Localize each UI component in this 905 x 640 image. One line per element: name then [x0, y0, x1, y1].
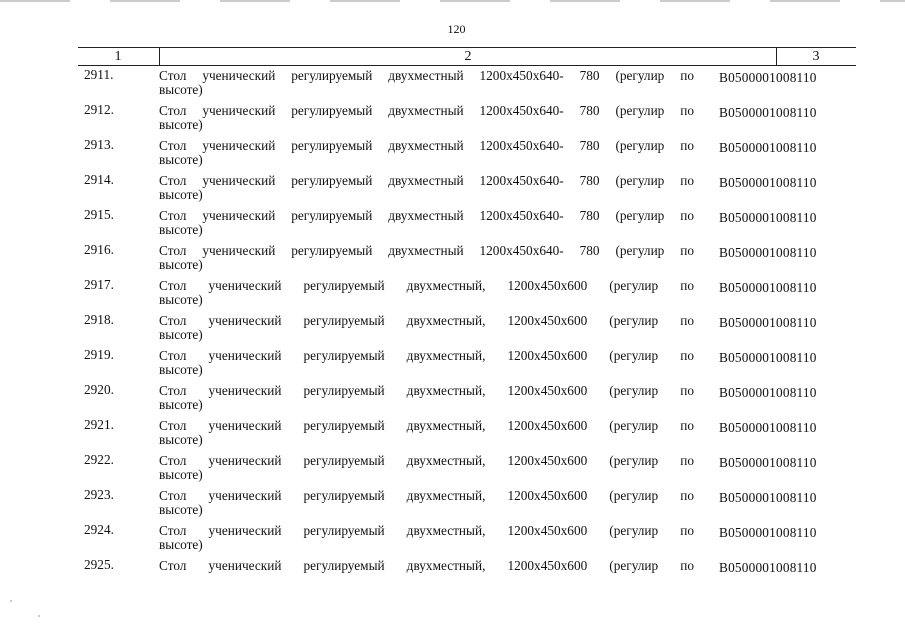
table-row — [78, 311, 856, 346]
item-description — [159, 69, 694, 97]
description-line-1: Стол ученический регулируемый двухместный, 1200х450х600 (регулир по — [159, 523, 694, 538]
item-description — [159, 454, 694, 482]
item-description — [159, 139, 694, 167]
description-line-1: Стол ученический регулируемый двухместный, 1200х450х600 (регулир по — [159, 313, 694, 328]
item-code: В0500001008110 — [719, 525, 817, 540]
item-description — [159, 209, 694, 237]
table-row — [78, 241, 856, 276]
item-code: В0500001008110 — [719, 140, 817, 155]
column-header-3: 3 — [812, 49, 820, 64]
table-row — [78, 66, 856, 101]
row-number: 2915. — [84, 207, 114, 222]
items-table — [78, 47, 856, 591]
row-number: 2912. — [84, 102, 114, 117]
row-number: 2911. — [84, 67, 114, 82]
column-header-1: 1 — [114, 49, 122, 64]
item-code: В0500001008110 — [719, 315, 817, 330]
table-row — [78, 486, 856, 521]
item-description — [159, 314, 694, 342]
item-description — [159, 384, 694, 412]
item-code: В0500001008110 — [719, 560, 817, 575]
row-number: 2917. — [84, 277, 114, 292]
description-line-1: Стол ученический регулируемый двухместный, 1200х450х600 (регулир по — [159, 418, 694, 433]
description-line-2: высоте) — [159, 257, 203, 272]
description-line-1: Стол ученический регулируемый двухместный 1200х450х640- 780 (регулир по — [159, 68, 694, 83]
description-line-1: Стол ученический регулируемый двухместный 1200х450х640- 780 (регулир по — [159, 208, 694, 223]
description-line-2: высоте) — [159, 187, 203, 202]
description-line-1: Стол ученический регулируемый двухместный, 1200х450х600 (регулир по — [159, 278, 694, 293]
table-row — [78, 171, 856, 206]
item-code: В0500001008110 — [719, 455, 817, 470]
table-row — [78, 346, 856, 381]
item-description — [159, 489, 694, 517]
row-number: 2914. — [84, 172, 114, 187]
description-line-1: Стол ученический регулируемый двухместный, 1200х450х600 (регулир по — [159, 453, 694, 468]
description-line-2: высоте) — [159, 432, 203, 447]
item-description — [159, 174, 694, 202]
row-number: 2918. — [84, 312, 114, 327]
row-number: 2925. — [84, 557, 114, 572]
row-number: 2922. — [84, 452, 114, 467]
item-code: В0500001008110 — [719, 105, 817, 120]
table-row — [78, 276, 856, 311]
row-number: 2924. — [84, 522, 114, 537]
item-description — [159, 244, 694, 272]
description-line-2: высоте) — [159, 82, 203, 97]
description-line-2: высоте) — [159, 222, 203, 237]
table-row — [78, 521, 856, 556]
table-row — [78, 136, 856, 171]
item-description — [159, 349, 694, 377]
item-code: В0500001008110 — [719, 245, 817, 260]
description-line-2: высоте) — [159, 117, 203, 132]
scan-top-edge — [0, 0, 905, 3]
description-line-2: высоте) — [159, 397, 203, 412]
table-row — [78, 206, 856, 241]
column-header-2: 2 — [159, 48, 777, 65]
item-description — [159, 104, 694, 132]
table-header-row — [78, 47, 856, 66]
table-row — [78, 416, 856, 451]
description-line-2: высоте) — [159, 362, 203, 377]
description-line-2: высоте) — [159, 327, 203, 342]
description-line-1: Стол ученический регулируемый двухместный, 1200х450х600 (регулир по — [159, 348, 694, 363]
item-code: В0500001008110 — [719, 175, 817, 190]
description-line-2: высоте) — [159, 467, 203, 482]
item-code: В0500001008110 — [719, 210, 817, 225]
item-code: В0500001008110 — [719, 490, 817, 505]
item-description — [159, 559, 694, 573]
description-line-2: высоте) — [159, 502, 203, 517]
description-line-1: Стол ученический регулируемый двухместный 1200х450х640- 780 (регулир по — [159, 103, 694, 118]
item-code: В0500001008110 — [719, 280, 817, 295]
scan-speck — [38, 615, 40, 617]
description-line-1: Стол ученический регулируемый двухместный, 1200х450х600 (регулир по — [159, 383, 694, 398]
description-line-2: высоте) — [159, 152, 203, 167]
description-line-1: Стол ученический регулируемый двухместный 1200х450х640- 780 (регулир по — [159, 243, 694, 258]
description-line-1: Стол ученический регулируемый двухместный, 1200х450х600 (регулир по — [159, 558, 694, 573]
row-number: 2916. — [84, 242, 114, 257]
item-description — [159, 279, 694, 307]
table-row — [78, 101, 856, 136]
scan-speck — [10, 600, 12, 602]
item-code: В0500001008110 — [719, 385, 817, 400]
row-number: 2913. — [84, 137, 114, 152]
table-row — [78, 381, 856, 416]
description-line-1: Стол ученический регулируемый двухместный, 1200х450х600 (регулир по — [159, 488, 694, 503]
description-line-2: высоте) — [159, 292, 203, 307]
row-number: 2919. — [84, 347, 114, 362]
page-number: 120 — [447, 22, 466, 36]
table-row — [78, 451, 856, 486]
item-description — [159, 419, 694, 447]
row-number: 2923. — [84, 487, 114, 502]
item-code: В0500001008110 — [719, 70, 817, 85]
description-line-1: Стол ученический регулируемый двухместный 1200х450х640- 780 (регулир по — [159, 138, 694, 153]
description-line-2: высоте) — [159, 537, 203, 552]
item-code: В0500001008110 — [719, 350, 817, 365]
row-number: 2920. — [84, 382, 114, 397]
description-line-1: Стол ученический регулируемый двухместный 1200х450х640- 780 (регулир по — [159, 173, 694, 188]
table-row — [78, 556, 856, 591]
table-body — [78, 66, 856, 591]
item-description — [159, 524, 694, 552]
item-code: В0500001008110 — [719, 420, 817, 435]
row-number: 2921. — [84, 417, 114, 432]
